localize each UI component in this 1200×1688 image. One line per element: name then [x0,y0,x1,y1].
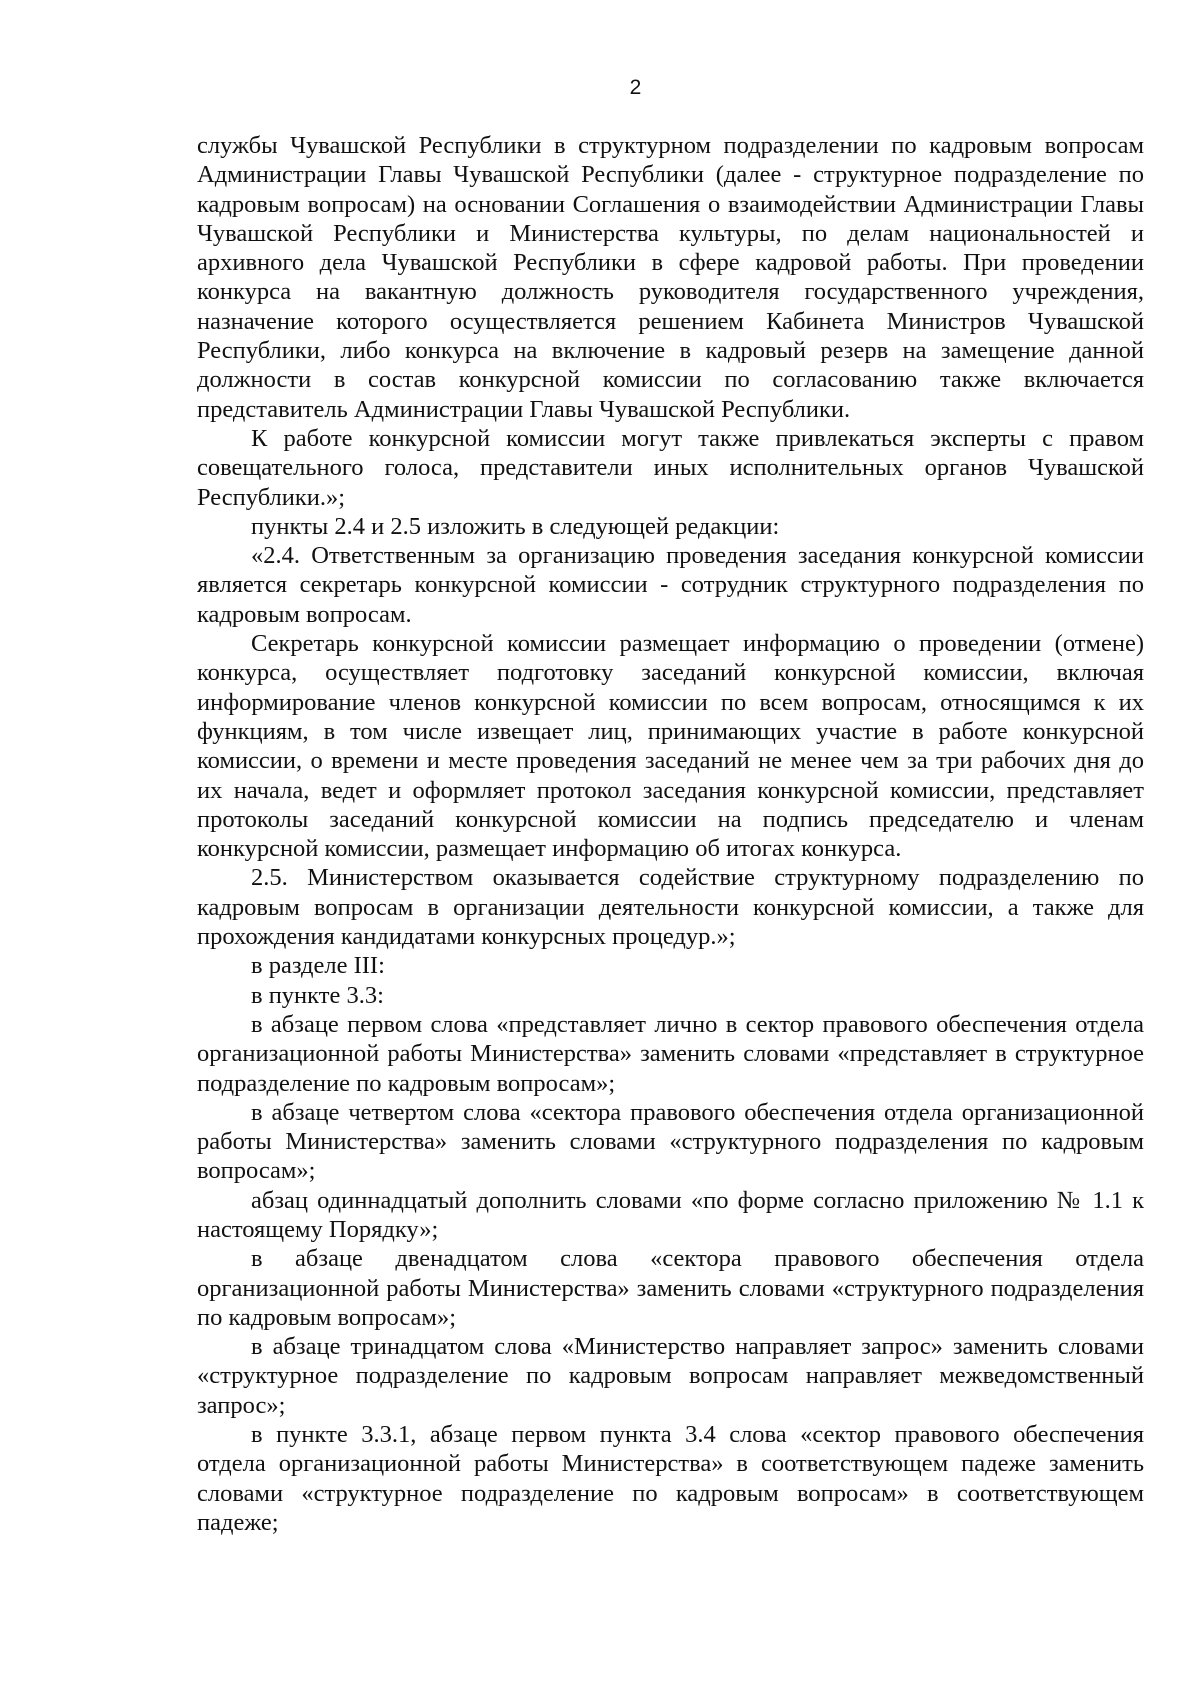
paragraph-6: 2.5. Министерством оказывается содействие структурному подразделению по кадровым вопросам в организации деятельности конкурсной комиссии, а также для прохождения кандидатами конкурсных процедур.»; [197,864,1144,951]
paragraph-4: «2.4. Ответственным за организацию проведения заседания конкурсной комиссии является секретарь конкурсной комиссии - сотрудник структурного подразделения по кадровым вопросам. [197,542,1144,628]
paragraph-1: службы Чувашской Республики в структурном подразделении по кадровым вопросам Администрации Главы Чувашской Республики (далее - структурное подразделение по кадровым вопросам) на основании Соглашения о взаимодействии Администрации Главы Чувашской Республики и Министерства культуры, по делам национальностей и архивного дела Чувашской Республики в сфере кадровой работы. При проведении конкурса на вакантную должность руководителя государственного учреждения, назначение которого осуществляется решением Кабинета Министров Чувашской Республики, либо конкурса на включение в кадровый резерв на замещение данной должности в состав конкурсной комиссии по согласованию также включается представитель Администрации Главы Чувашской Республики. [197,132,1144,423]
page-number: 2 [629,76,642,99]
document-body [197,131,1144,1537]
paragraph-7: в разделе III: [251,952,385,980]
paragraph-11: абзац одиннадцатый дополнить словами «по форме согласно приложению № 1.1 к настоящему Порядку»; [197,1186,1144,1243]
paragraph-9: в абзаце первом слова «представляет лично в сектор правового обеспечения отдела организационной работы Министерства» заменить словами «представляет в структурное подразделение по кадровым вопросам»; [197,1010,1144,1097]
paragraph-12: в абзаце двенадцатом слова «сектора правового обеспечения отдела организационной работы Министерства» заменить словами «структурного подразделения по кадровым вопросам»; [197,1245,1144,1331]
paragraph-5: Секретарь конкурсной комиссии размещает информацию о проведении (отмене) конкурса, осуществляет подготовку заседаний конкурсной комиссии, включая информирование членов конкурсной комиссии по всем вопросам, относящимся к их функциям, в том числе извещает лиц, принимающих участие в работе конкурсной комиссии, о времени и месте проведения заседаний не менее чем за три рабочих дня до их начала, ведет и оформляет протокол заседания конкурсной комиссии, представляет протоколы заседаний конкурсной комиссии на подпись председателю и членам конкурсной комиссии, размещает информацию об итогах конкурса. [197,630,1144,863]
paragraph-2: К работе конкурсной комиссии могут также привлекаться эксперты с правом совещательного голоса, представители иных исполнительных органов Чувашской Республики.»; [197,424,1144,511]
paragraph-3: пункты 2.4 и 2.5 изложить в следующей редакции: [251,512,780,540]
paragraph-8: в пункте 3.3: [251,981,384,1009]
paragraph-14: в пункте 3.3.1, абзаце первом пункта 3.4 слова «сектор правового обеспечения отдела организационной работы Министерства» в соответствующем падеже заменить словами «структурное подразделение по кадровым вопросам» в соответствующем падеже; [197,1421,1144,1536]
paragraph-13: в абзаце тринадцатом слова «Министерство направляет запрос» заменить словами «структурное подразделение по кадровым вопросам направляет межведомственный запрос»; [197,1333,1144,1419]
paragraph-10: в абзаце четвертом слова «сектора правового обеспечения отдела организационной работы Министерства» заменить словами «структурного подразделения по кадровым вопросам»; [197,1098,1144,1185]
